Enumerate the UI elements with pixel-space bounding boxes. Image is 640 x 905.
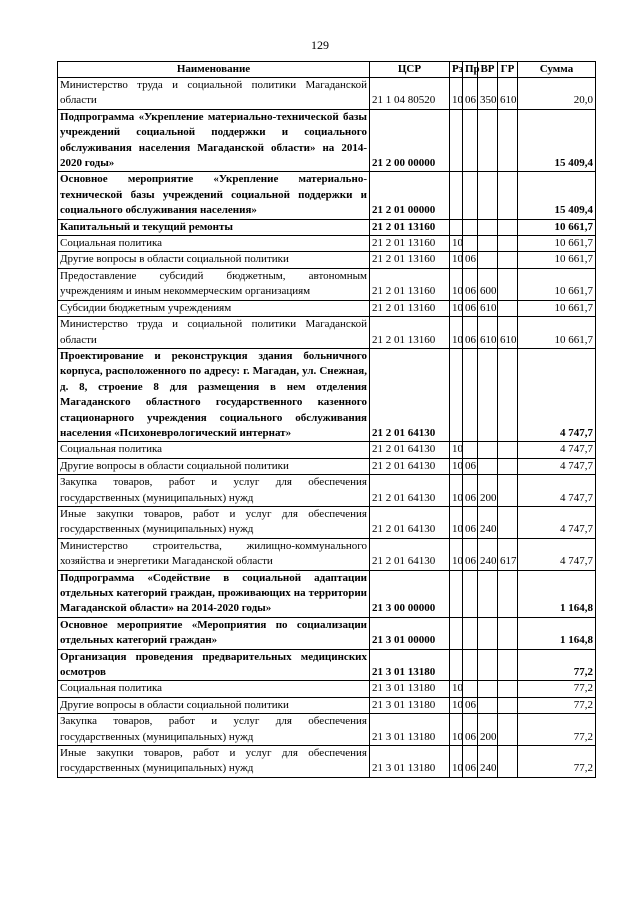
cell-sum: 4 747,7 (518, 538, 596, 570)
cell-pr: 06 (463, 697, 478, 713)
cell-vr (478, 697, 498, 713)
cell-vr: 240 (478, 538, 498, 570)
cell-pr (463, 442, 478, 458)
cell-sum: 77,2 (518, 746, 596, 778)
cell-csr: 21 3 01 13180 (370, 746, 450, 778)
cell-rz: 10 (450, 78, 463, 110)
cell-pr: 06 (463, 475, 478, 507)
cell-vr (478, 570, 498, 617)
cell-name: Другие вопросы в области социальной политики (58, 458, 370, 474)
cell-vr (478, 252, 498, 268)
cell-gr (498, 172, 518, 219)
cell-csr: 21 3 01 13180 (370, 714, 450, 746)
cell-sum: 10 661,7 (518, 236, 596, 252)
cell-name: Организация проведения предварительных медицинских осмотров (58, 649, 370, 681)
table-row (58, 458, 596, 474)
cell-csr: 21 2 01 64130 (370, 442, 450, 458)
cell-gr (498, 649, 518, 681)
cell-sum: 77,2 (518, 649, 596, 681)
cell-rz (450, 348, 463, 441)
cell-rz: 10 (450, 300, 463, 316)
cell-rz: 10 (450, 538, 463, 570)
table-row (58, 506, 596, 538)
cell-rz: 10 (450, 236, 463, 252)
cell-rz (450, 649, 463, 681)
table-row (58, 697, 596, 713)
cell-sum: 4 747,7 (518, 348, 596, 441)
cell-vr (478, 617, 498, 649)
cell-sum: 10 661,7 (518, 268, 596, 300)
cell-pr: 06 (463, 506, 478, 538)
cell-vr: 200 (478, 475, 498, 507)
cell-vr (478, 348, 498, 441)
cell-name: Другие вопросы в области социальной политики (58, 697, 370, 713)
cell-gr (498, 570, 518, 617)
cell-gr (498, 109, 518, 172)
table-row (58, 348, 596, 441)
cell-csr: 21 3 00 00000 (370, 570, 450, 617)
cell-rz (450, 570, 463, 617)
column-header-pr: Пр (463, 62, 478, 78)
cell-rz: 10 (450, 475, 463, 507)
cell-name: Подпрограмма «Содействие в социальной адаптации отдельных категорий граждан, проживающих на территории Магаданской области» на 2014-2020 годы» (58, 570, 370, 617)
cell-rz: 10 (450, 746, 463, 778)
cell-name: Иные закупки товаров, работ и услуг для обеспечения государственных (муниципальных) нужд (58, 506, 370, 538)
cell-name: Капитальный и текущий ремонты (58, 219, 370, 235)
cell-rz: 10 (450, 252, 463, 268)
table-row (58, 268, 596, 300)
cell-csr: 21 2 01 13160 (370, 236, 450, 252)
column-header-name: Наименование (58, 62, 370, 78)
cell-vr (478, 109, 498, 172)
cell-csr: 21 2 01 64130 (370, 458, 450, 474)
cell-pr (463, 109, 478, 172)
cell-csr: 21 3 01 13180 (370, 681, 450, 697)
cell-pr (463, 219, 478, 235)
cell-gr (498, 300, 518, 316)
cell-rz: 10 (450, 458, 463, 474)
cell-gr (498, 458, 518, 474)
table-row (58, 78, 596, 110)
table-row (58, 714, 596, 746)
cell-vr: 610 (478, 317, 498, 349)
cell-gr (498, 746, 518, 778)
cell-gr: 617 (498, 538, 518, 570)
cell-gr (498, 442, 518, 458)
cell-vr: 240 (478, 506, 498, 538)
table-row (58, 442, 596, 458)
cell-sum: 15 409,4 (518, 109, 596, 172)
table-row (58, 649, 596, 681)
cell-gr (498, 268, 518, 300)
cell-vr (478, 236, 498, 252)
cell-csr: 21 2 01 13160 (370, 252, 450, 268)
cell-gr (498, 219, 518, 235)
table-row (58, 746, 596, 778)
cell-pr: 06 (463, 714, 478, 746)
cell-sum: 10 661,7 (518, 219, 596, 235)
cell-gr (498, 236, 518, 252)
cell-pr: 06 (463, 458, 478, 474)
cell-rz: 10 (450, 714, 463, 746)
cell-sum: 77,2 (518, 681, 596, 697)
cell-sum: 4 747,7 (518, 442, 596, 458)
cell-pr: 06 (463, 268, 478, 300)
budget-table (57, 61, 596, 778)
table-row (58, 538, 596, 570)
table-row (58, 317, 596, 349)
page-number: 129 (311, 38, 329, 52)
table-row (58, 681, 596, 697)
cell-csr: 21 2 01 00000 (370, 172, 450, 219)
cell-name: Министерство труда и социальной политики Магаданской области (58, 317, 370, 349)
cell-name: Проектирование и реконструкция здания больничного корпуса, расположенного по адресу: г. Магадан, ул. Снежная, д. 8, строение 8 для размещения в нем отделения Магаданского областного государственного казенного стационарного учреждения социального обслуживания населения «Психоневрологический интернат» (58, 348, 370, 441)
cell-name: Социальная политика (58, 236, 370, 252)
column-header-rz: Рз (450, 62, 463, 78)
cell-pr (463, 570, 478, 617)
cell-csr: 21 3 01 13180 (370, 649, 450, 681)
cell-sum: 10 661,7 (518, 317, 596, 349)
cell-rz: 10 (450, 268, 463, 300)
cell-sum: 4 747,7 (518, 458, 596, 474)
cell-gr (498, 714, 518, 746)
cell-gr (498, 506, 518, 538)
cell-vr (478, 649, 498, 681)
cell-sum: 1 164,8 (518, 617, 596, 649)
cell-name: Другие вопросы в области социальной политики (58, 252, 370, 268)
cell-vr (478, 172, 498, 219)
table-header-row (58, 62, 596, 78)
cell-rz: 10 (450, 506, 463, 538)
cell-vr: 600 (478, 268, 498, 300)
cell-name: Основное мероприятие «Укрепление материально-технической базы учреждений социальной поддержки и социального обслуживания населения» (58, 172, 370, 219)
cell-pr: 06 (463, 746, 478, 778)
table-body (58, 78, 596, 778)
cell-csr: 21 2 00 00000 (370, 109, 450, 172)
cell-rz (450, 219, 463, 235)
cell-pr: 06 (463, 78, 478, 110)
cell-rz: 10 (450, 317, 463, 349)
cell-rz: 10 (450, 442, 463, 458)
cell-pr (463, 236, 478, 252)
table-row (58, 300, 596, 316)
cell-rz (450, 617, 463, 649)
cell-pr (463, 172, 478, 219)
cell-sum: 20,0 (518, 78, 596, 110)
cell-vr (478, 442, 498, 458)
column-header-gr: ГР (498, 62, 518, 78)
column-header-vr: ВР (478, 62, 498, 78)
cell-vr: 240 (478, 746, 498, 778)
cell-rz: 10 (450, 681, 463, 697)
cell-gr (498, 252, 518, 268)
table-row (58, 236, 596, 252)
cell-name: Социальная политика (58, 681, 370, 697)
cell-name: Подпрограмма «Укрепление материально-технической базы учреждений социальной поддержки и социального обслуживания населения Магаданской области» на 2014-2020 годы» (58, 109, 370, 172)
cell-gr: 610 (498, 317, 518, 349)
cell-csr: 21 2 01 13160 (370, 268, 450, 300)
cell-csr: 21 2 01 64130 (370, 348, 450, 441)
cell-csr: 21 2 01 64130 (370, 538, 450, 570)
cell-gr: 610 (498, 78, 518, 110)
cell-pr (463, 348, 478, 441)
cell-name: Предоставление субсидий бюджетным, автономным учреждениям и иным некоммерческим организациям (58, 268, 370, 300)
cell-sum: 10 661,7 (518, 252, 596, 268)
cell-rz: 10 (450, 697, 463, 713)
table-row (58, 219, 596, 235)
cell-name: Иные закупки товаров, работ и услуг для обеспечения государственных (муниципальных) нужд (58, 746, 370, 778)
cell-csr: 21 3 01 13180 (370, 697, 450, 713)
cell-sum: 15 409,4 (518, 172, 596, 219)
table-row (58, 617, 596, 649)
table-row (58, 475, 596, 507)
column-header-sum: Сумма (518, 62, 596, 78)
cell-name: Социальная политика (58, 442, 370, 458)
cell-gr (498, 681, 518, 697)
table-row (58, 252, 596, 268)
cell-rz (450, 109, 463, 172)
cell-gr (498, 617, 518, 649)
cell-name: Закупка товаров, работ и услуг для обеспечения государственных (муниципальных) нужд (58, 475, 370, 507)
table-row (58, 109, 596, 172)
cell-name: Субсидии бюджетным учреждениям (58, 300, 370, 316)
cell-csr: 21 2 01 13160 (370, 219, 450, 235)
cell-pr: 06 (463, 317, 478, 349)
cell-vr: 350 (478, 78, 498, 110)
cell-sum: 4 747,7 (518, 506, 596, 538)
cell-gr (498, 348, 518, 441)
cell-csr: 21 3 01 00000 (370, 617, 450, 649)
column-header-csr: ЦСР (370, 62, 450, 78)
cell-vr (478, 681, 498, 697)
cell-vr (478, 458, 498, 474)
cell-csr: 21 1 04 80520 (370, 78, 450, 110)
cell-csr: 21 2 01 13160 (370, 300, 450, 316)
cell-sum: 77,2 (518, 697, 596, 713)
cell-csr: 21 2 01 13160 (370, 317, 450, 349)
cell-sum: 1 164,8 (518, 570, 596, 617)
cell-gr (498, 475, 518, 507)
cell-name: Закупка товаров, работ и услуг для обеспечения государственных (муниципальных) нужд (58, 714, 370, 746)
cell-gr (498, 697, 518, 713)
cell-pr: 06 (463, 300, 478, 316)
cell-pr (463, 649, 478, 681)
cell-pr: 06 (463, 252, 478, 268)
cell-name: Министерство труда и социальной политики Магаданской области (58, 78, 370, 110)
cell-pr: 06 (463, 538, 478, 570)
cell-vr: 200 (478, 714, 498, 746)
cell-sum: 4 747,7 (518, 475, 596, 507)
cell-vr (478, 219, 498, 235)
cell-csr: 21 2 01 64130 (370, 475, 450, 507)
table-row (58, 172, 596, 219)
cell-sum: 10 661,7 (518, 300, 596, 316)
cell-name: Основное мероприятие «Мероприятия по социализации отдельных категорий граждан» (58, 617, 370, 649)
table-row (58, 570, 596, 617)
cell-name: Министерство строительства, жилищно-коммунального хозяйства и энергетики Магаданской области (58, 538, 370, 570)
cell-rz (450, 172, 463, 219)
cell-sum: 77,2 (518, 714, 596, 746)
cell-vr: 610 (478, 300, 498, 316)
cell-pr (463, 617, 478, 649)
cell-csr: 21 2 01 64130 (370, 506, 450, 538)
cell-pr (463, 681, 478, 697)
